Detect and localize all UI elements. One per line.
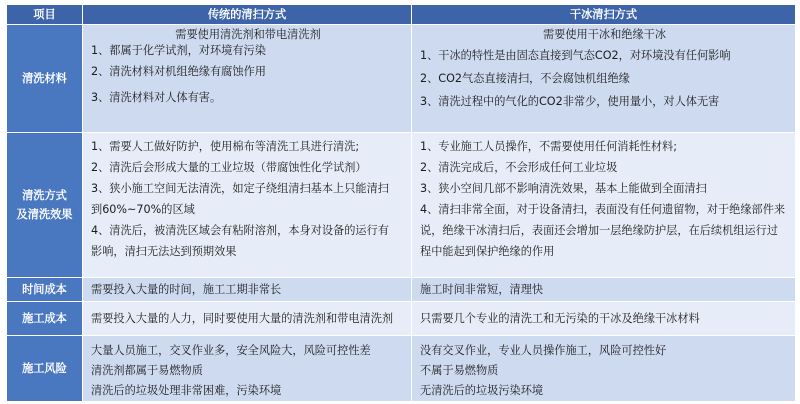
list-item: 不属于易燃物质 (420, 364, 499, 377)
header-row (7, 5, 796, 25)
cell-dryice-materials (412, 25, 796, 133)
row-label-cost: 施工成本 (7, 302, 83, 336)
list-item: 1、都属于化学试剂，对环境有污染 (91, 44, 266, 57)
cell-dryice-risk (412, 336, 796, 402)
list-item: 清洗剂都属于易燃物质 (91, 364, 203, 377)
list-item: 3、清洗过程中的气化的CO2非常少，使用量小，对人体无害 (420, 95, 720, 108)
table-row (7, 278, 796, 302)
list-item: 没有交叉作业，专业人员操作施工，风险可控性好 (420, 344, 667, 357)
cell-lead: 需要使用干冰和绝缘干冰 (542, 28, 667, 41)
list-item: 2、CO2气态直接清扫，不会腐蚀机组绝缘 (420, 72, 630, 85)
list-item: 大量人员施工，交叉作业多，安全风险大，风险可控性差 (91, 344, 371, 357)
list-item: 3、狭小施工空间无法清洗，如定子绕组清扫基本上只能清扫 (91, 182, 389, 195)
cell-value: 需要投入大量的时间，施工工期非常长 (91, 282, 282, 296)
list-item: 2、清洗材料对机组绝缘有腐蚀作用 (91, 65, 266, 78)
list-item: 4、清洗后，被清洗区域会有粘附溶剂，本身对设备的运行有 (91, 224, 389, 237)
cell-dryice-method (412, 133, 796, 278)
list-item: 程中能起到保护绝缘的作用 (420, 245, 555, 258)
cell-value: 需要投入大量的人力，同时要使用大量的清洗剂和带电清洗剂 (91, 311, 394, 325)
cell-value: 施工时间非常短，清理快 (420, 282, 544, 296)
list-item: 影响，清扫无法达到预期效果 (91, 245, 237, 258)
cell-traditional-method (83, 133, 412, 278)
table-row (7, 133, 796, 278)
list-item: 2、清洗后会形成大量的工业垃圾（带腐蚀性化学试剂） (91, 161, 367, 174)
row-label-line: 清洗方式 (22, 189, 67, 202)
table-row (7, 336, 796, 402)
list-item: 1、需要人工做好防护，使用棉布等清洗工具进行清洗; (91, 140, 360, 153)
comparison-table (6, 4, 796, 402)
header-traditional: 传统的清扫方式 (83, 5, 412, 25)
list-item: 到60%~70%的区域 (91, 203, 195, 216)
row-label-method (7, 133, 83, 278)
list-item: 清洗后的垃圾处理非常困难，污染环境 (91, 384, 282, 397)
list-item: 1、专业施工人员操作，不需要使用任何消耗性材料; (420, 140, 678, 153)
cell-traditional-time (83, 278, 412, 302)
table-row (7, 302, 796, 336)
cell-dryice-cost (412, 302, 796, 336)
list-item: 无清洗后的垃圾污染环境 (420, 384, 544, 397)
cell-lead: 需要使用清洗剂和带电清洗剂 (175, 28, 321, 41)
cell-value: 只需要几个专业的清洗工和无污染的干冰及绝缘干冰材料 (420, 311, 700, 325)
row-label-line: 及清洗效果 (16, 208, 73, 221)
header-item: 项目 (7, 5, 83, 25)
cell-traditional-materials (83, 25, 412, 133)
list-item: 2、清洗完成后，不会形成任何工业垃圾 (420, 161, 618, 174)
list-item: 4、清扫非常全面，对于设备清扫，表面没有任何遗留物，对于绝缘部件来 (420, 203, 786, 216)
row-label-materials: 清洗材料 (7, 25, 83, 133)
row-label-time: 时间成本 (7, 278, 83, 302)
cell-traditional-cost (83, 302, 412, 336)
list-item: 3、清洗材料对人体有害。 (91, 91, 222, 104)
header-dryice: 干冰清扫方式 (412, 5, 796, 25)
list-item: 说，绝缘干冰清扫后，表面还会增加一层绝缘防护层，在后续机组运行过 (420, 224, 779, 237)
cell-dryice-time (412, 278, 796, 302)
list-item: 3、狭小空间几部不影响清洗效果，基本上能做到全面清扫 (420, 182, 707, 195)
list-item: 1、干冰的特性是由固态直接到气态CO2，对环境没有任何影响 (420, 49, 731, 62)
table-row (7, 25, 796, 133)
cell-traditional-risk (83, 336, 412, 402)
row-label-risk: 施工风险 (7, 336, 83, 402)
